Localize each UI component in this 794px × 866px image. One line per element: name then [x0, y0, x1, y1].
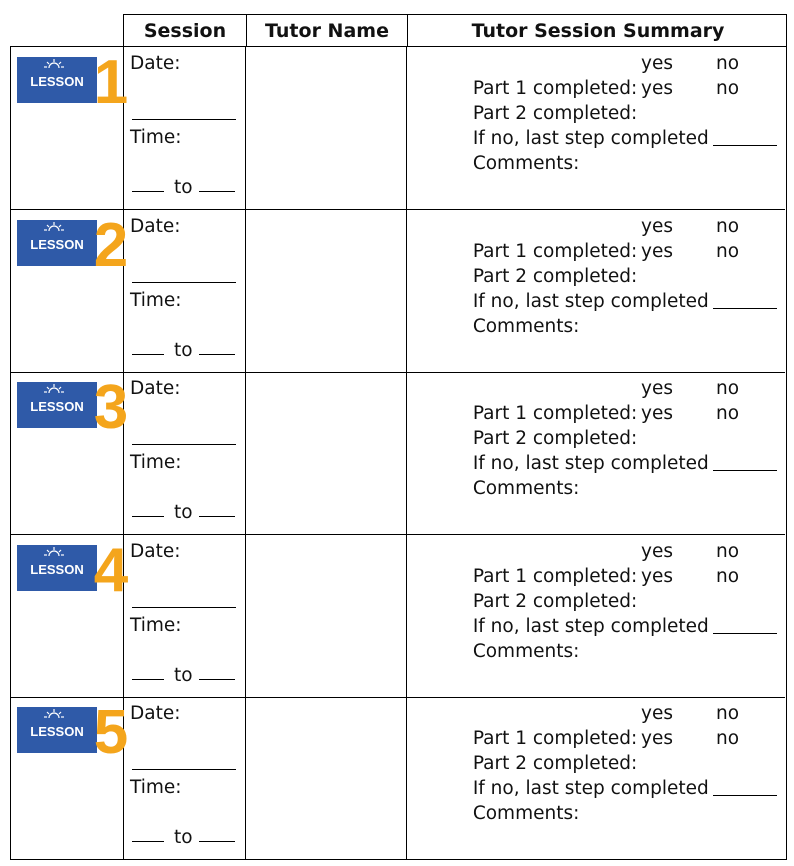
comments-label: Comments:: [472, 315, 580, 337]
header-tutor-name: Tutor Name: [246, 15, 407, 47]
time-to-label: to: [174, 177, 193, 198]
date-label: Date:: [130, 703, 181, 725]
table-header: [123, 14, 787, 46]
part1-yes-option[interactable]: yes: [641, 215, 673, 237]
part2-label: Part 2 completed:: [472, 103, 638, 124]
time-end-blank[interactable]: [199, 679, 235, 680]
session-summary: [414, 701, 777, 825]
time-end-blank[interactable]: [199, 191, 235, 192]
lesson-number: 2: [93, 210, 129, 280]
date-blank[interactable]: [132, 444, 236, 445]
svg-text:LESSON: LESSON: [30, 561, 84, 577]
column-divider: [406, 535, 407, 697]
last-step-label: If no, last step completed: [472, 778, 709, 800]
table-row: [11, 535, 785, 698]
part2-label: Part 2 completed:: [472, 428, 638, 450]
comments-label: Comments:: [472, 478, 580, 500]
column-divider: [406, 372, 407, 534]
date-blank[interactable]: [132, 769, 236, 770]
time-start-blank[interactable]: [132, 679, 164, 680]
time-start-blank[interactable]: [132, 354, 164, 355]
part1-label: Part 1 completed:: [472, 78, 638, 99]
part2-yes-option[interactable]: yes: [641, 565, 673, 587]
comments-label: Comments:: [472, 640, 580, 662]
column-divider: [406, 210, 407, 372]
table-row: [11, 697, 785, 860]
comments-label: Comments:: [472, 153, 580, 174]
lesson-logo: [17, 210, 129, 280]
part2-no-option[interactable]: no: [716, 240, 740, 262]
part2-yes-option[interactable]: yes: [641, 403, 673, 425]
table-row: [11, 210, 785, 373]
table-row: [11, 47, 785, 210]
lesson-logo: [17, 48, 129, 117]
column-divider: [245, 210, 246, 372]
part2-label: Part 2 completed:: [472, 265, 638, 287]
time-label: Time:: [130, 289, 182, 311]
time-label: Time:: [130, 127, 182, 148]
lesson-number: 5: [93, 698, 129, 768]
last-step-label: If no, last step completed: [472, 453, 709, 475]
time-label: Time:: [130, 452, 182, 474]
comments-label: Comments:: [472, 803, 580, 825]
part1-label: Part 1 completed:: [472, 403, 638, 425]
session-log-table: [10, 46, 787, 860]
column-divider: [245, 535, 246, 697]
part2-yes-option[interactable]: yes: [641, 78, 673, 99]
time-to-label: to: [174, 502, 193, 524]
svg-text:LESSON: LESSON: [30, 236, 84, 252]
part1-yes-option[interactable]: yes: [641, 540, 673, 562]
session-summary: [414, 376, 777, 500]
lesson-logo: [17, 698, 129, 768]
lesson-logo: [17, 535, 129, 605]
last-step-label: If no, last step completed: [472, 290, 709, 312]
part1-label: Part 1 completed:: [472, 728, 638, 750]
header-tutor-session-summary: Tutor Session Summary: [407, 15, 788, 47]
column-divider: [245, 372, 246, 534]
part2-yes-option[interactable]: yes: [641, 728, 673, 750]
last-step-label: If no, last step completed: [472, 128, 709, 149]
date-label: Date:: [130, 378, 181, 400]
part2-no-option[interactable]: no: [716, 728, 740, 750]
part1-label: Part 1 completed:: [472, 240, 638, 262]
time-start-blank[interactable]: [132, 841, 164, 842]
date-label: Date:: [130, 540, 181, 562]
part1-yes-option[interactable]: yes: [641, 378, 673, 400]
lesson-number: 4: [93, 535, 129, 605]
svg-text:LESSON: LESSON: [30, 74, 84, 89]
part1-no-option[interactable]: no: [716, 378, 740, 400]
column-divider: [406, 47, 407, 209]
time-end-blank[interactable]: [199, 354, 235, 355]
session-summary: [414, 214, 777, 337]
part1-yes-option[interactable]: yes: [641, 53, 673, 74]
time-start-blank[interactable]: [132, 191, 164, 192]
date-blank[interactable]: [132, 282, 236, 283]
date-label: Date:: [130, 215, 181, 237]
date-blank[interactable]: [132, 119, 236, 120]
part2-label: Part 2 completed:: [472, 590, 638, 612]
table-row: [11, 372, 785, 535]
column-divider: [406, 697, 407, 860]
date-label: Date:: [130, 53, 181, 74]
time-to-label: to: [174, 339, 193, 361]
column-divider: [245, 697, 246, 860]
part2-no-option[interactable]: no: [716, 565, 740, 587]
part2-no-option[interactable]: no: [716, 78, 740, 99]
part1-no-option[interactable]: no: [716, 703, 740, 725]
lesson-number: 1: [93, 48, 129, 117]
lesson-logo: [17, 373, 129, 443]
part2-yes-option[interactable]: yes: [641, 240, 673, 262]
session-summary: [414, 51, 777, 174]
time-label: Time:: [130, 777, 182, 799]
time-to-label: to: [174, 827, 193, 849]
part2-label: Part 2 completed:: [472, 753, 638, 775]
date-blank[interactable]: [132, 607, 236, 608]
lesson-number: 3: [93, 373, 129, 443]
time-start-blank[interactable]: [132, 516, 164, 517]
part1-yes-option[interactable]: yes: [641, 703, 673, 725]
time-label: Time:: [130, 614, 182, 636]
part1-no-option[interactable]: no: [716, 53, 740, 74]
time-end-blank[interactable]: [199, 841, 235, 842]
part1-no-option[interactable]: no: [716, 540, 740, 562]
part1-label: Part 1 completed:: [472, 565, 638, 587]
last-step-label: If no, last step completed: [472, 615, 709, 637]
column-divider: [245, 47, 246, 209]
time-end-blank[interactable]: [199, 516, 235, 517]
svg-text:LESSON: LESSON: [30, 399, 84, 415]
session-summary: [414, 539, 777, 662]
part1-no-option[interactable]: no: [716, 215, 740, 237]
part2-no-option[interactable]: no: [716, 403, 740, 425]
header-session: Session: [143, 20, 227, 42]
time-to-label: to: [174, 664, 193, 686]
svg-text:LESSON: LESSON: [30, 724, 84, 740]
